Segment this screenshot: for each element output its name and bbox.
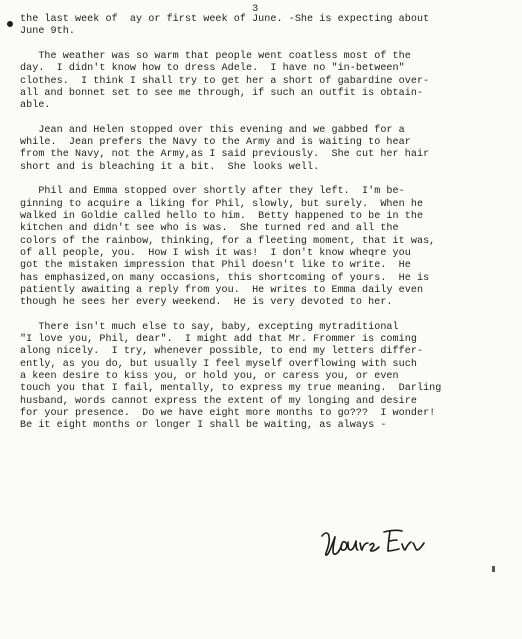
text-line: from the Navy, not the Army,as I said previously. She cut her hair	[20, 149, 430, 161]
text-line: though he sees her every weekend. He is very devoted to her.	[20, 297, 393, 309]
text-line: all and bonnet set to see me through, if such an outfit is obtain-	[20, 87, 424, 99]
text-line: walked in Goldie called hello to him. Betty happened to be in the	[20, 211, 424, 223]
text-line: short and is bleaching it a bit. She looks well.	[20, 161, 320, 173]
text-line: Be it eight months or longer I shall be waiting, as always -	[20, 420, 387, 432]
text-line: touch you that I fail, mentally, to express my true meaning. Darling	[20, 383, 442, 395]
edge-mark	[492, 566, 495, 572]
text-line: ently, as you do, but usually I feel myself overflowing with such	[20, 358, 417, 370]
text-line: "I love you, Phil, dear". I might add that Mr. Frommer is coming	[20, 334, 417, 346]
letter-paragraph	[20, 186, 498, 309]
text-line: patiently awaiting a reply from you. He writes to Emma daily even	[20, 284, 424, 296]
text-line: ginning to acquire a liking for Phil, slowly, but surely. When he	[20, 198, 424, 210]
text-line: colors of the rainbow, thinking, for a fleeting moment, that it was,	[20, 235, 436, 247]
punch-hole-mark	[7, 21, 13, 27]
page-number: 3	[252, 3, 259, 15]
letter-body	[20, 14, 498, 445]
text-line: able.	[20, 100, 51, 112]
letter-paragraph	[20, 51, 498, 112]
text-line: day. I didn't know how to dress Adele. I have no "in-between"	[20, 63, 405, 75]
text-line: along nicely. I try, whenever possible, to end my letters differ-	[20, 346, 424, 358]
text-line: of all people, you. How I wish it was! I don't know wheqre you	[20, 247, 411, 259]
text-line: has emphasized,on many occasions, this shortcoming of yours. He is	[20, 272, 430, 284]
text-line: the last week of ay or first week of June. -She is expecting about	[20, 14, 430, 25]
handwritten-signature	[318, 522, 428, 562]
text-line: got the mistaken impression that Phil doesn't like to write. He	[20, 260, 411, 272]
text-line: Phil and Emma stopped over shortly after they left. I'm be-	[20, 186, 405, 198]
letter-paragraph	[20, 125, 498, 174]
text-line: June 9th.	[20, 26, 75, 38]
text-line: kitchen and didn't see who is was. She turned red and all the	[20, 223, 399, 235]
text-line: There isn't much else to say, baby, excepting mytraditional	[20, 321, 399, 333]
text-line: for your presence. Do we have eight more months to go??? I wonder!	[20, 407, 436, 419]
text-line: Jean and Helen stopped over this evening and we gabbed for a	[20, 124, 405, 136]
letter-paragraph	[20, 322, 498, 433]
letter-paragraph	[20, 14, 498, 39]
text-line: husband, words cannot express the extent of my longing and desire	[20, 395, 417, 407]
text-line: clothes. I think I shall try to get her a short of gabardine over-	[20, 75, 430, 87]
text-line: while. Jean prefers the Navy to the Army and is waiting to hear	[20, 137, 411, 149]
text-line: The weather was so warm that people went coatless most of the	[20, 50, 411, 62]
text-line: a keen desire to kiss you, or hold you, or caress you, or even	[20, 370, 399, 382]
